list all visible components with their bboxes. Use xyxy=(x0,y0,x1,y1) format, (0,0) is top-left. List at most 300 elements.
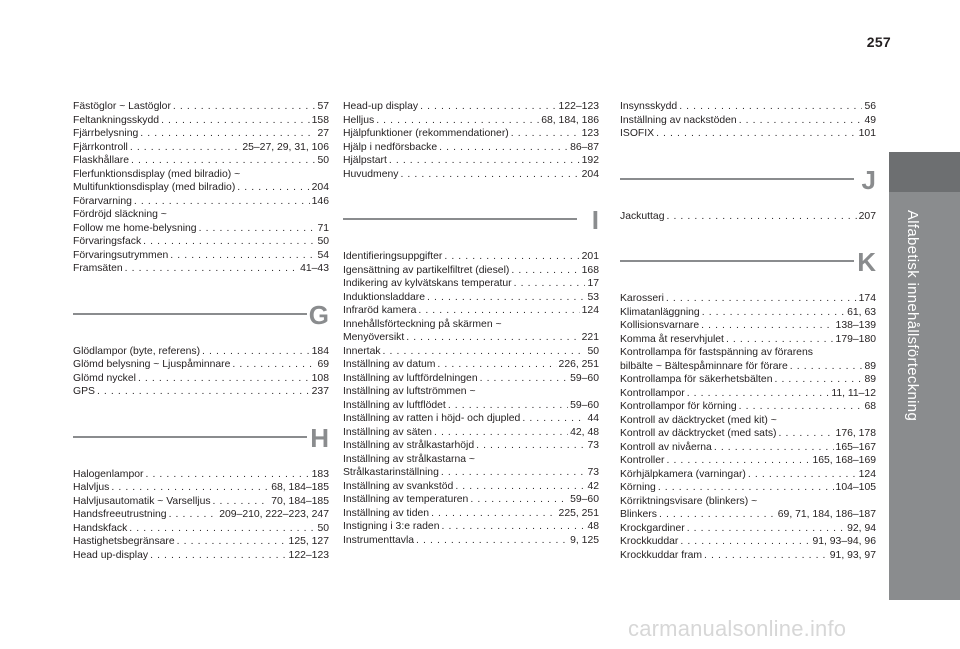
index-entry xyxy=(343,520,599,534)
dot-leader xyxy=(704,549,828,563)
side-tab-title: Alfabetisk innehållsförteckning xyxy=(904,210,921,422)
entry-pages: 59–60 xyxy=(570,494,599,505)
index-entry xyxy=(73,508,329,522)
dot-leader xyxy=(111,481,269,495)
entry-label: Induktionsladdare xyxy=(343,291,426,303)
index-entry xyxy=(73,358,329,372)
entry-pages: 89 xyxy=(864,374,876,385)
entry-label: Head-up display xyxy=(343,101,419,112)
entry-pages: 108 xyxy=(311,372,329,384)
index-entry xyxy=(73,168,329,182)
index-entry xyxy=(73,235,329,249)
entry-label: Flerfunktionsdisplay (med bilradio) ~ xyxy=(73,168,241,180)
index-entry xyxy=(73,141,329,155)
index-entry xyxy=(343,439,599,453)
entry-label: Innertak xyxy=(343,345,381,357)
entry-pages: 44 xyxy=(587,413,599,424)
index-entry xyxy=(73,114,329,128)
index-entry xyxy=(73,100,329,114)
entry-label: Körhjälpkamera (varningar) xyxy=(620,468,746,480)
side-tab-marker xyxy=(889,152,960,192)
index-entry xyxy=(73,549,329,563)
index-entry xyxy=(343,358,599,372)
entry-pages: 184 xyxy=(311,345,329,357)
dot-leader xyxy=(145,468,309,482)
entry-label: Hjälpfunktioner (rekommendationer) xyxy=(343,128,509,139)
entry-label: Körriktningsvisare (blinkers) ~ xyxy=(620,495,758,507)
entry-label: Komma åt reservhjulet xyxy=(620,333,724,345)
dot-leader xyxy=(679,100,862,114)
entry-label: Jackuttag xyxy=(620,210,665,222)
entry-pages: 179–180 xyxy=(835,333,876,345)
entry-label: Flaskhållare xyxy=(73,155,130,166)
dot-leader xyxy=(476,439,585,453)
dot-leader xyxy=(511,264,579,278)
entry-label: Blinkers xyxy=(620,509,657,520)
entry-pages: 146 xyxy=(311,195,329,207)
index-entry xyxy=(343,114,599,128)
entry-pages: 50 xyxy=(317,236,329,247)
entry-pages: 165, 168–169 xyxy=(812,455,876,466)
entry-label: Head up-display xyxy=(73,549,149,561)
entry-label: Kontroll av däcktrycket (med kit) ~ xyxy=(620,414,777,426)
entry-pages: 68, 184, 186 xyxy=(541,114,599,126)
entry-pages: 69 xyxy=(317,359,329,370)
entry-pages: 89 xyxy=(864,360,876,372)
index-entry xyxy=(343,291,599,305)
dot-leader xyxy=(434,426,568,440)
dot-leader xyxy=(131,154,315,168)
section-header-k xyxy=(620,247,876,277)
section-header-h xyxy=(73,423,329,453)
index-entry xyxy=(620,100,876,114)
entry-label: Hjälp i nedförsbacke xyxy=(343,141,438,153)
dot-leader xyxy=(400,168,579,182)
entry-pages: 207 xyxy=(858,210,876,222)
entry-label: Fördröjd släckning ~ xyxy=(73,209,167,220)
entry-pages: 226, 251 xyxy=(558,359,599,370)
section-divider xyxy=(343,218,577,220)
entry-label: Krockgardiner xyxy=(620,522,685,534)
entry-label: Kollisionsvarnare xyxy=(620,320,700,331)
entry-pages: 237 xyxy=(311,386,329,397)
index-entry xyxy=(343,493,599,507)
entry-label: Inställning av nackstöden xyxy=(620,114,737,126)
section-divider xyxy=(620,178,854,180)
entry-pages: 91, 93–94, 96 xyxy=(812,536,876,547)
dot-leader xyxy=(134,195,310,209)
entry-pages: 68 xyxy=(864,401,876,412)
entry-label: Halvljusautomatik ~ Varselljus xyxy=(73,495,211,507)
index-entry xyxy=(343,250,599,264)
index-entry xyxy=(73,481,329,495)
dot-leader xyxy=(177,535,287,549)
dot-leader xyxy=(130,141,240,155)
entry-list xyxy=(73,345,329,399)
index-entry xyxy=(343,399,599,413)
index-entry xyxy=(620,360,876,374)
entry-pages: 138–139 xyxy=(835,320,876,331)
entry-pages: 69, 71, 184, 186–187 xyxy=(777,509,876,520)
index-entry xyxy=(73,127,329,141)
dot-leader xyxy=(739,114,863,128)
entry-label: Feltankningsskydd xyxy=(73,114,160,126)
dot-leader xyxy=(439,141,568,155)
entry-pages: 41–43 xyxy=(300,263,329,274)
dot-leader xyxy=(448,399,568,413)
dot-leader xyxy=(199,222,316,236)
side-tab xyxy=(889,152,960,600)
index-entry xyxy=(343,372,599,386)
entry-pages: 42 xyxy=(587,480,599,492)
entry-pages: 124 xyxy=(858,468,876,480)
index-column-1 xyxy=(73,100,329,562)
index-entry xyxy=(343,277,599,291)
entry-pages: 56 xyxy=(864,101,876,112)
index-entry xyxy=(620,414,876,428)
dot-leader xyxy=(714,441,834,455)
section-header-j xyxy=(620,165,876,195)
dot-leader xyxy=(437,358,556,372)
dot-leader xyxy=(427,291,585,305)
entry-label: Halvljus xyxy=(73,482,110,493)
entry-label: Kontrollampa för säkerhetsbälten xyxy=(620,374,773,385)
section-letter: J xyxy=(861,164,876,195)
index-column-2 xyxy=(343,100,599,547)
dot-leader xyxy=(237,181,309,195)
entry-pages: 124 xyxy=(581,305,599,316)
index-entry xyxy=(620,306,876,320)
entry-pages: 123 xyxy=(581,128,599,139)
index-entry xyxy=(73,535,329,549)
entry-label: Inställning av säten xyxy=(343,426,432,438)
entry-label: Kontrollampor xyxy=(620,387,685,399)
entry-label: Inställning av svankstöd xyxy=(343,480,454,492)
dot-leader xyxy=(701,319,833,333)
entry-label: Kontrollampa för fastspänning av förarens xyxy=(620,347,813,358)
index-entry xyxy=(73,249,329,263)
dot-leader xyxy=(514,277,586,291)
dot-leader xyxy=(666,292,857,306)
entry-pages: 54 xyxy=(317,249,329,261)
index-entry xyxy=(343,507,599,521)
entry-label: Framsäten xyxy=(73,263,123,274)
section-header-g xyxy=(73,300,329,330)
entry-label: Inställning av tiden xyxy=(343,507,430,519)
dot-leader xyxy=(659,508,776,522)
index-entry xyxy=(620,454,876,468)
index-entry xyxy=(73,208,329,222)
index-entry xyxy=(73,181,329,195)
index-entry xyxy=(620,346,876,360)
entry-label: Menyöversikt xyxy=(343,332,405,343)
dot-leader xyxy=(726,333,834,347)
entry-pages: 17 xyxy=(587,278,599,289)
dot-leader xyxy=(774,373,862,387)
entry-pages: 86–87 xyxy=(570,141,599,153)
index-entry xyxy=(343,385,599,399)
section-divider xyxy=(73,436,307,438)
entry-pages: 201 xyxy=(581,251,599,262)
entry-label: Instrumenttavla xyxy=(343,534,415,546)
section-header-i xyxy=(343,205,599,235)
entry-pages: 50 xyxy=(317,522,329,534)
index-entry xyxy=(620,292,876,306)
entry-label: Fjärrbelysning xyxy=(73,128,139,139)
dot-leader xyxy=(511,127,580,141)
entry-label: Körning xyxy=(620,482,656,493)
entry-pages: 59–60 xyxy=(570,399,599,411)
entry-label: Inställning av strålkastarhöjd xyxy=(343,440,475,451)
entry-label: Handskfack xyxy=(73,522,128,534)
entry-label: Kontroller xyxy=(620,455,665,466)
index-entry xyxy=(620,441,876,455)
index-entry xyxy=(343,480,599,494)
index-entry xyxy=(620,495,876,509)
dot-leader xyxy=(97,385,310,399)
section-letter: H xyxy=(310,422,329,453)
entry-pages: 209–210, 222–223, 247 xyxy=(219,509,329,520)
entry-pages: 122–123 xyxy=(288,549,329,561)
dot-leader xyxy=(687,387,830,401)
entry-pages: 92, 94 xyxy=(847,522,876,534)
dot-leader xyxy=(656,127,857,141)
index-entry xyxy=(73,154,329,168)
index-entry xyxy=(73,495,329,509)
index-entry xyxy=(620,508,876,522)
dot-leader xyxy=(790,360,863,374)
entry-label: Handsfreeutrustning xyxy=(73,509,167,520)
entry-list xyxy=(620,100,876,141)
dot-leader xyxy=(202,345,310,359)
dot-leader xyxy=(406,331,579,345)
entry-label: Innehållsförteckning på skärmen ~ xyxy=(343,318,502,330)
entry-list xyxy=(73,468,329,563)
dot-leader xyxy=(470,493,568,507)
entry-pages: 122–123 xyxy=(558,101,599,112)
entry-pages: 91, 93, 97 xyxy=(829,549,876,561)
entry-label: Inställning av luftströmmen ~ xyxy=(343,386,476,397)
entry-pages: 53 xyxy=(587,291,599,303)
index-entry xyxy=(343,168,599,182)
index-entry xyxy=(620,400,876,414)
entry-label: Hjälpstart xyxy=(343,155,387,166)
dot-leader xyxy=(389,154,580,168)
entry-label: Kontroll av däcktrycket (med sats) xyxy=(620,428,777,439)
dot-leader xyxy=(444,250,579,264)
section-letter: G xyxy=(308,299,329,330)
index-entry xyxy=(343,127,599,141)
section-letter: I xyxy=(591,205,599,235)
entry-label: Inställning av ratten i höjd- och djupled xyxy=(343,413,521,424)
index-entry xyxy=(73,345,329,359)
dot-leader xyxy=(129,522,315,536)
dot-leader xyxy=(431,507,556,521)
section-divider xyxy=(73,313,307,315)
entry-label: Huvudmeny xyxy=(343,168,399,180)
index-entry xyxy=(73,522,329,536)
entry-list xyxy=(620,292,876,562)
entry-label: Inställning av luftfördelningen xyxy=(343,372,478,384)
index-entry xyxy=(620,549,876,563)
entry-label: Inställning av strålkastarna ~ xyxy=(343,453,475,465)
entry-label: Identifieringsuppgifter xyxy=(343,251,443,262)
dot-leader xyxy=(150,549,286,563)
entry-label: Helljus xyxy=(343,114,375,126)
entry-pages: 204 xyxy=(311,182,329,193)
entry-pages: 59–60 xyxy=(570,372,599,384)
dot-leader xyxy=(125,262,298,276)
entry-pages: 68, 184–185 xyxy=(271,482,329,493)
dot-leader xyxy=(213,495,270,509)
index-entry xyxy=(343,154,599,168)
entry-list xyxy=(343,250,599,547)
section-letter: K xyxy=(857,247,876,277)
entry-label: ISOFIX xyxy=(620,128,655,139)
entry-pages: 165–167 xyxy=(835,441,876,453)
entry-label: Indikering av kylvätskans temperatur xyxy=(343,278,512,289)
dot-leader xyxy=(376,114,539,128)
dot-leader xyxy=(416,534,568,548)
entry-pages: 50 xyxy=(317,155,329,166)
index-entry xyxy=(73,385,329,399)
entry-label: Follow me home-belysning xyxy=(73,222,197,234)
dot-leader xyxy=(480,372,569,386)
entry-pages: 71 xyxy=(317,222,329,234)
index-entry xyxy=(620,535,876,549)
index-entry xyxy=(620,373,876,387)
dot-leader xyxy=(455,480,585,494)
dot-leader xyxy=(441,520,585,534)
index-entry xyxy=(343,534,599,548)
entry-label: Förvaringsutrymmen xyxy=(73,249,169,261)
index-entry xyxy=(343,345,599,359)
dot-leader xyxy=(666,454,810,468)
entry-label: Krockkuddar fram xyxy=(620,549,702,561)
section-divider xyxy=(620,260,854,262)
entry-pages: 225, 251 xyxy=(558,507,599,519)
index-entry xyxy=(343,100,599,114)
index-entry xyxy=(343,304,599,318)
entry-label: Multifunktionsdisplay (med bilradio) xyxy=(73,182,236,193)
index-entry xyxy=(620,114,876,128)
entry-label: Inställning av luftflödet xyxy=(343,399,446,411)
entry-pages: 27 xyxy=(317,128,329,139)
dot-leader xyxy=(161,114,310,128)
entry-label: bilbälte ~ Bältespåminnare för förare xyxy=(620,360,788,372)
dot-leader xyxy=(232,358,315,372)
entry-pages: 70, 184–185 xyxy=(271,495,329,507)
index-entry xyxy=(620,522,876,536)
entry-pages: 176, 178 xyxy=(835,428,876,439)
index-entry xyxy=(620,210,876,224)
index-entry xyxy=(73,262,329,276)
index-entry xyxy=(620,333,876,347)
dot-leader xyxy=(441,466,586,480)
index-entry xyxy=(620,319,876,333)
dot-leader xyxy=(138,372,310,386)
entry-label: Fjärrkontroll xyxy=(73,141,128,153)
index-column-3 xyxy=(620,100,876,562)
entry-pages: 174 xyxy=(858,293,876,304)
entry-label: Kontrollampor för körning xyxy=(620,401,737,412)
dot-leader xyxy=(143,235,315,249)
entry-label: Infraröd kamera xyxy=(343,305,417,316)
entry-label: Insynsskydd xyxy=(620,101,678,112)
entry-pages: 48 xyxy=(587,521,599,532)
entry-label: Karosseri xyxy=(620,293,664,304)
dot-leader xyxy=(169,508,218,522)
index-entry xyxy=(343,318,599,332)
index-entry xyxy=(73,195,329,209)
entry-pages: 42, 48 xyxy=(570,426,599,438)
entry-pages: 73 xyxy=(587,467,599,478)
index-entry xyxy=(343,426,599,440)
dot-leader xyxy=(687,522,845,536)
index-entry xyxy=(343,331,599,345)
entry-label: Igensättning av partikelfiltret (diesel) xyxy=(343,264,510,276)
entry-pages: 25–27, 29, 31, 106 xyxy=(242,141,329,153)
entry-pages: 192 xyxy=(581,155,599,166)
index-entry xyxy=(343,264,599,278)
entry-pages: 73 xyxy=(587,440,599,451)
index-entry xyxy=(620,127,876,141)
dot-leader xyxy=(779,427,834,441)
entry-label: Glödlampor (byte, referens) xyxy=(73,345,201,357)
entry-label: Strålkastarinställning xyxy=(343,467,439,478)
entry-label: Inställning av temperaturen xyxy=(343,494,469,505)
entry-pages: 204 xyxy=(581,168,599,180)
entry-pages: 61, 63 xyxy=(847,306,876,318)
entry-label: Hastighetsbegränsare xyxy=(73,536,175,547)
entry-label: Halogenlampor xyxy=(73,468,144,480)
dot-leader xyxy=(522,412,585,426)
entry-label: Krockkuddar xyxy=(620,536,679,547)
entry-pages: 221 xyxy=(581,332,599,343)
entry-pages: 11, 11–12 xyxy=(831,387,876,399)
entry-label: GPS xyxy=(73,386,95,397)
index-entry xyxy=(620,387,876,401)
entry-pages: 183 xyxy=(311,468,329,480)
index-entry xyxy=(73,372,329,386)
dot-leader xyxy=(173,100,316,114)
entry-pages: 101 xyxy=(858,128,876,139)
watermark: carmanualsonline.info xyxy=(628,616,847,641)
dot-leader xyxy=(680,535,810,549)
index-entry xyxy=(343,466,599,480)
dot-leader xyxy=(702,306,845,320)
entry-label: Glömd belysning ~ Ljuspåminnare xyxy=(73,359,231,370)
entry-label: Fästöglor ~ Lastöglor xyxy=(73,101,171,112)
index-entry xyxy=(73,468,329,482)
dot-leader xyxy=(170,249,315,263)
dot-leader xyxy=(383,345,586,359)
entry-list xyxy=(620,210,876,224)
entry-pages: 158 xyxy=(311,114,329,126)
index-entry xyxy=(620,468,876,482)
dot-leader xyxy=(140,127,315,141)
index-entry xyxy=(343,412,599,426)
entry-label: Förvaringsfack xyxy=(73,236,142,247)
entry-pages: 9, 125 xyxy=(570,534,599,546)
index-entry xyxy=(620,427,876,441)
entry-label: Glömd nyckel xyxy=(73,372,136,384)
entry-pages: 125, 127 xyxy=(288,536,329,547)
dot-leader xyxy=(420,100,556,114)
entry-pages: 57 xyxy=(317,101,329,112)
index-entry xyxy=(343,141,599,155)
entry-label: Instigning i 3:e raden xyxy=(343,521,440,532)
